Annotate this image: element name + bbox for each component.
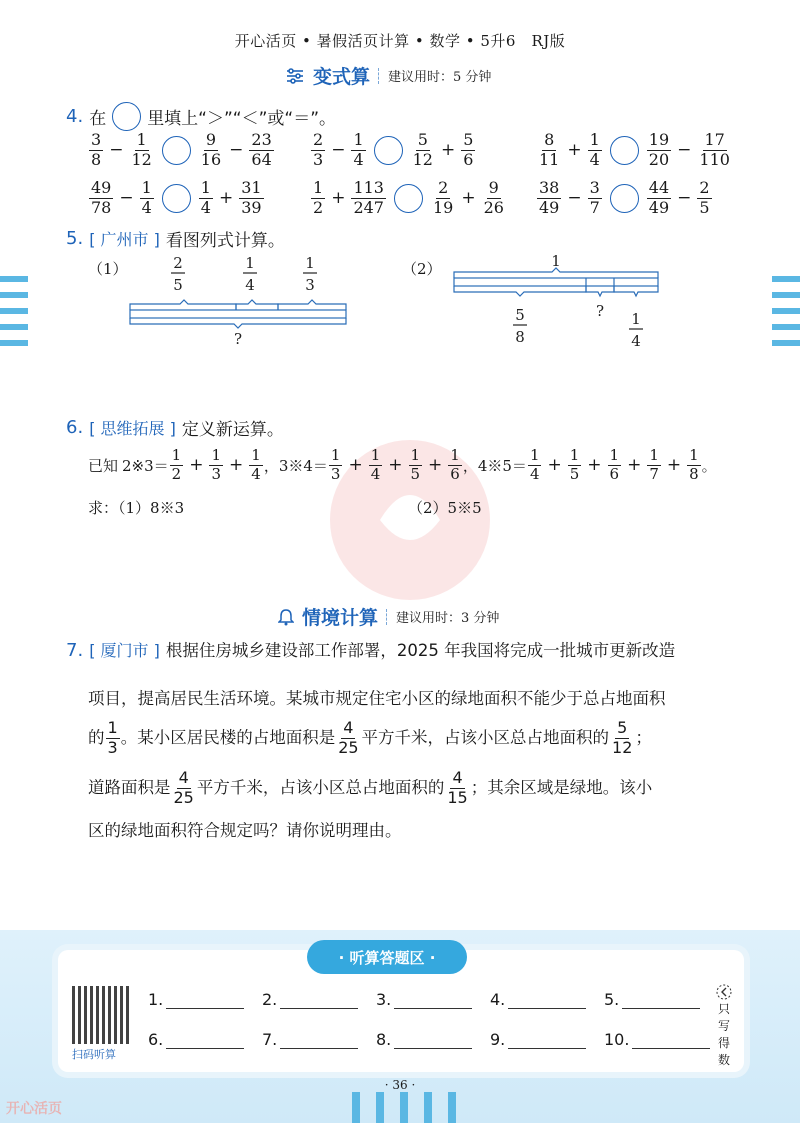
compare-circle[interactable] [610,136,639,165]
fraction: $\frac{1}{6}$ [450,446,460,483]
page-number: · 36 · [384,1078,416,1092]
compare-circle[interactable] [610,184,639,213]
fraction: $\frac{2}{3}$ [313,130,324,169]
page-header: 开心活页 • 暑假活页计算 • 数学 • 5升6 RJ版 [234,32,566,50]
fraction: $\frac{2}{5}$ [699,178,710,217]
comparison-expression: $\frac{49}{78}$ − $\frac{1}{4}$ $\frac{1}{4}$ + $\frac{31}{39}$ [91,178,262,217]
qr-code-icon[interactable] [72,986,130,1044]
chevron-left-icon [716,984,732,1000]
answer-blank-5[interactable]: 5. [604,990,700,1009]
q6-ask-2: （2）5※5 [408,499,482,517]
fraction-denominator: 5 [173,276,183,294]
compare-circle[interactable] [162,136,191,165]
fraction-denominator: 8 [515,328,525,346]
fraction: $\frac{1}{4}$ [529,446,540,483]
comparison-expression: $\frac{8}{11}$ + $\frac{1}{4}$ $\frac{19}{20}$ − $\frac{17}{110}$ [539,130,730,169]
fraction: $\frac{1}{4}$ [251,446,261,483]
fraction: $\frac{1}{3}$ [211,446,222,483]
answer-blank-6[interactable]: 6. [148,1030,244,1049]
fraction: $\frac{5}{12}$ [612,717,633,757]
section-label: 变式算 [313,66,371,88]
answer-blank-8[interactable]: 8. [376,1030,472,1049]
fraction: $\frac{1}{7}$ [649,446,659,483]
fraction: $\frac{4}{15}$ [447,767,468,807]
fraction: $\frac{8}{11}$ [539,130,560,169]
compare-circle[interactable] [394,184,423,213]
comparison-expression: $\frac{38}{49}$ − $\frac{3}{7}$ $\frac{44}{49}$ − $\frac{2}{5}$ [539,178,710,217]
list-settings-icon [285,67,305,85]
footer-logo: 开心活页 [6,1101,62,1117]
comparison-expression: $\frac{2}{3}$ − $\frac{1}{4}$ $\frac{5}{12}$ + $\frac{5}{6}$ [313,130,474,169]
fraction-denominator: 4 [245,276,255,294]
answer-blank-7[interactable]: 7. [262,1030,358,1049]
fraction: $\frac{49}{78}$ [91,178,112,217]
compare-circle[interactable] [374,136,403,165]
fraction: $\frac{4}{25}$ [338,717,359,757]
fraction: $\frac{19}{20}$ [648,130,670,169]
fraction: $\frac{1}{4}$ [200,178,211,217]
question-7: 7. [ 厦门市 ] 根据住房城乡建设部工作部署，2025 年我国将完成一批城市更新改造 项目，提高居民生活环境。某城市规定住宅小区的绿地面积不能少于总占地面积 的 $\frac{1}{3}$ 。某小区居民楼的占地面积是 $\frac{4}{25}$ 平方千米，占该小区总占地面积的 $\frac{5}{12}$ ； 道路面积是 $\frac{4}{25}$ 平方千米，占该小区总占地面积的 $\frac{4}{15}$ ；其余区域是绿地。该小 区的绿地面积符合规定吗？请你说明理由。 [66,640,676,840]
fraction-numerator: 2 [173,254,183,272]
fraction: $\frac{23}{64}$ [251,130,272,169]
fraction: $\frac{1}{2}$ [313,178,324,217]
fraction: $\frac{113}{247}$ [353,178,384,217]
fraction: $\frac{17}{110}$ [699,130,730,169]
left-side-stripes [0,276,28,346]
fraction: $\frac{9}{26}$ [483,178,504,217]
q5-brace-diagrams [120,252,680,352]
fraction-numerator: 1 [245,254,255,272]
fraction: $\frac{1}{3}$ [107,717,118,757]
fraction: $\frac{1}{2}$ [171,446,182,483]
q6-definition: 已知 2※3＝ $\frac{1}{2}$ + $\frac{1}{3}$ + $\frac{1}{4}$ ，3※4＝ $\frac{1}{3}$ + $\frac{1}{4}$ + $\frac{1}{5}$ + $\frac{1}{6}$ ，4※5＝ $\frac{1}{4}$ + $\frac{1}{5}$ + $\frac{1}{6}$ + $\frac{1}{7}$ + $\frac{1}{8}$ 。 [88,446,717,483]
fraction: $\frac{9}{16}$ [200,130,222,169]
q6-ask-1: 求：（1）8※3 [88,499,185,517]
answer-blank-9[interactable]: 9. [490,1030,586,1049]
fraction: $\frac{1}{4}$ [370,446,381,483]
fraction-denominator: 4 [631,332,641,350]
fraction: $\frac{1}{3}$ [330,446,341,483]
fraction: $\frac{4}{25}$ [173,767,194,807]
section-time: 建议用时：5 分钟 [388,70,492,85]
fraction: $\frac{1}{12}$ [131,130,152,169]
answer-blank-4[interactable]: 4. [490,990,586,1009]
section-time: 建议用时：3 分钟 [396,611,500,626]
comparison-expression: $\frac{3}{8}$ − $\frac{1}{12}$ $\frac{9}{16}$ − $\frac{23}{64}$ [91,130,272,169]
fraction: $\frac{2}{19}$ [432,178,454,217]
fraction-numerator: 1 [305,254,315,272]
whole-label: 1 [551,252,561,270]
answer-blank-1[interactable]: 1. [148,990,244,1009]
bottom-stripes [352,1092,456,1123]
section-title-context [278,603,499,630]
fraction: $\frac{1}{4}$ [353,130,364,169]
fraction: $\frac{1}{8}$ [689,446,699,483]
answer-blank-2[interactable]: 2. [262,990,358,1009]
fraction: $\frac{44}{49}$ [648,178,670,217]
side-note: 只 写 得 数 [716,984,732,1068]
comparison-expression: $\frac{1}{2}$ + $\frac{113}{247}$ $\frac{2}{19}$ + $\frac{9}{26}$ [313,178,504,217]
fraction: $\frac{5}{12}$ [412,130,433,169]
unknown-mark: ? [595,302,605,320]
fraction-denominator: 3 [305,276,315,294]
fraction: $\frac{38}{49}$ [539,178,560,217]
fraction: $\frac{5}{6}$ [463,130,474,169]
fraction-numerator: 1 [631,310,641,328]
q5-part2-label: （2） [402,260,442,278]
compare-circle[interactable] [162,184,191,213]
compare-circle [112,102,141,131]
fraction: $\frac{1}{4}$ [589,130,600,169]
question-5-prompt: 5. [ 广州市 ] 看图列式计算。 [66,228,285,251]
right-side-stripes [772,276,800,346]
question-6-prompt: 6. [ 思维拓展 ] 定义新运算。 [66,417,284,440]
section-title-variant [285,62,491,89]
qr-label: 扫码听算 [72,1048,116,1061]
fraction-numerator: 5 [515,306,525,324]
fraction: $\frac{31}{39}$ [241,178,262,217]
answer-tab: · 听算答题区 · [307,940,467,974]
answer-blank-10[interactable]: 10. [604,1030,710,1049]
unknown-mark: ? [233,330,243,348]
q5-part1-label: （1） [88,260,128,278]
fraction: $\frac{1}{4}$ [141,178,152,217]
section-label: 情境计算 [302,607,379,629]
bell-icon [278,608,294,626]
fraction: $\frac{1}{5}$ [569,446,580,483]
fraction: $\frac{3}{7}$ [589,178,600,217]
fraction: $\frac{1}{6}$ [609,446,620,483]
question-4-prompt: 4. 在 里填上“＞”“＜”或“＝”。 [66,102,336,131]
fraction: $\frac{3}{8}$ [91,130,102,169]
fraction: $\frac{1}{5}$ [410,446,421,483]
answer-blank-3[interactable]: 3. [376,990,472,1009]
